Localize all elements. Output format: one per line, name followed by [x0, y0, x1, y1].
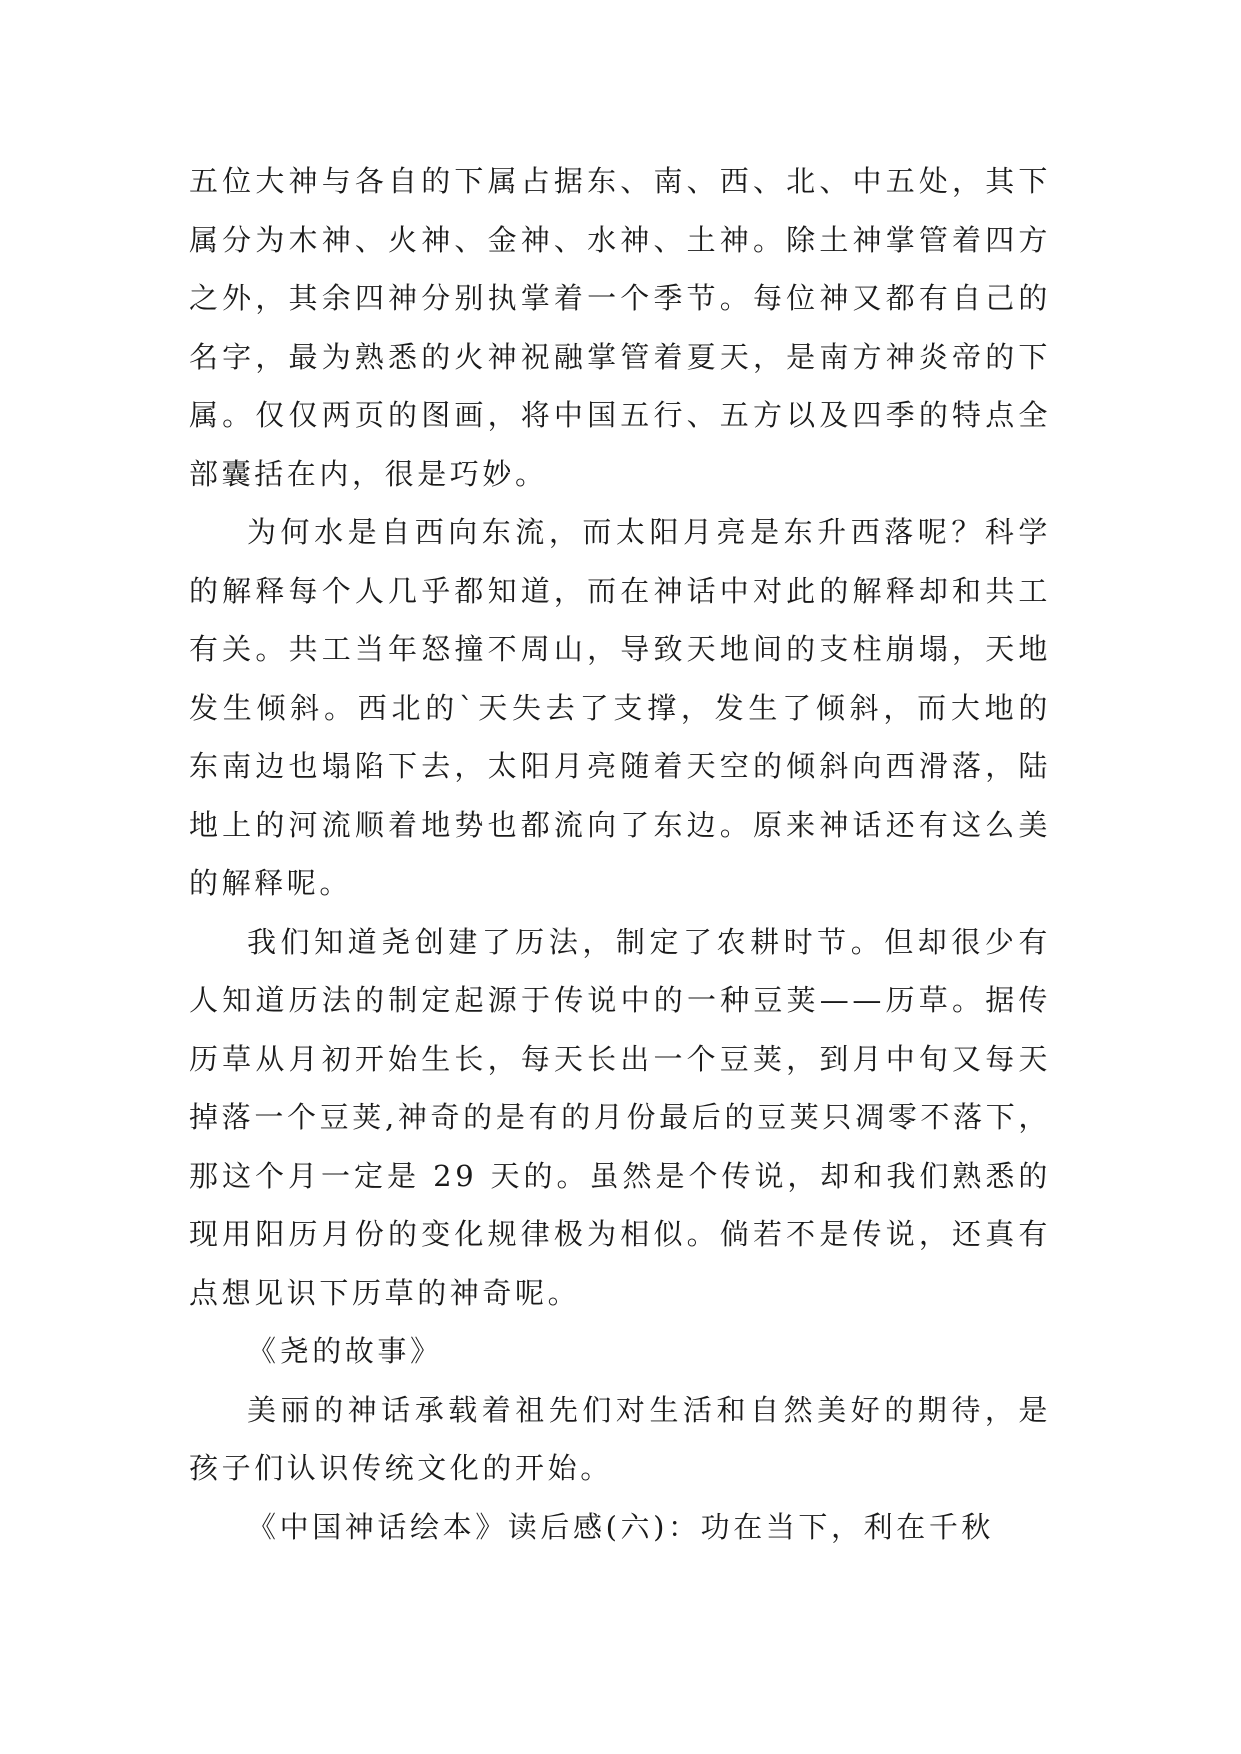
paragraph-calendar-grass: 我们知道尧创建了历法，制定了农耕时节。但却很少有人知道历法的制定起源于传说中的一种豆荚——历草。据传历草从月初开始生长，每天长出一个豆荚，到月中旬又每天掉落一个豆荚,神奇的是有的月份最后的豆荚只凋零不落下，那这个月一定是 29 天的。虽然是个传说，却和我们熟悉的现用阳历月份的变化规律极为相似。倘若不是传说，还真有点想见识下历草的神奇呢。 [189, 924, 1051, 1310]
paragraph-gonggong: 为何水是自西向东流，而太阳月亮是东升西落呢？科学的解释每个人几乎都知道，而在神话中对此的解释却和共工有关。共工当年怒撞不周山，导致天地间的支柱崩塌，天地发生倾斜。西北的`天失去了支撑，发生了倾斜，而大地的东南边也塌陷下去，太阳月亮随着天空的倾斜向西滑落，陆地上的河流顺着地势也都流向了东边。原来神话还有这么美的解释呢。 [189, 515, 1051, 900]
paragraph-conclusion: 美丽的神话承载着祖先们对生活和自然美好的期待，是孩子们认识传统文化的开始。 [189, 1392, 1051, 1485]
document-body [189, 152, 1051, 1556]
paragraph-yao-story-title: 《尧的故事》 [247, 1334, 443, 1368]
paragraph-five-gods: 五位大神与各自的下属占据东、南、西、北、中五处，其下属分为木神、火神、金神、水神、土神。除土神掌管着四方之外，其余四神分别执掌着一个季节。每位神又都有自己的名字，最为熟悉的火神祝融掌管着夏天，是南方神炎帝的下属。仅仅两页的图画，将中国五行、五方以及四季的特点全部囊括在内，很是巧妙。 [189, 164, 1051, 491]
section-heading-review-six: 《中国神话绘本》读后感(六)：功在当下，利在千秋 [247, 1509, 995, 1544]
